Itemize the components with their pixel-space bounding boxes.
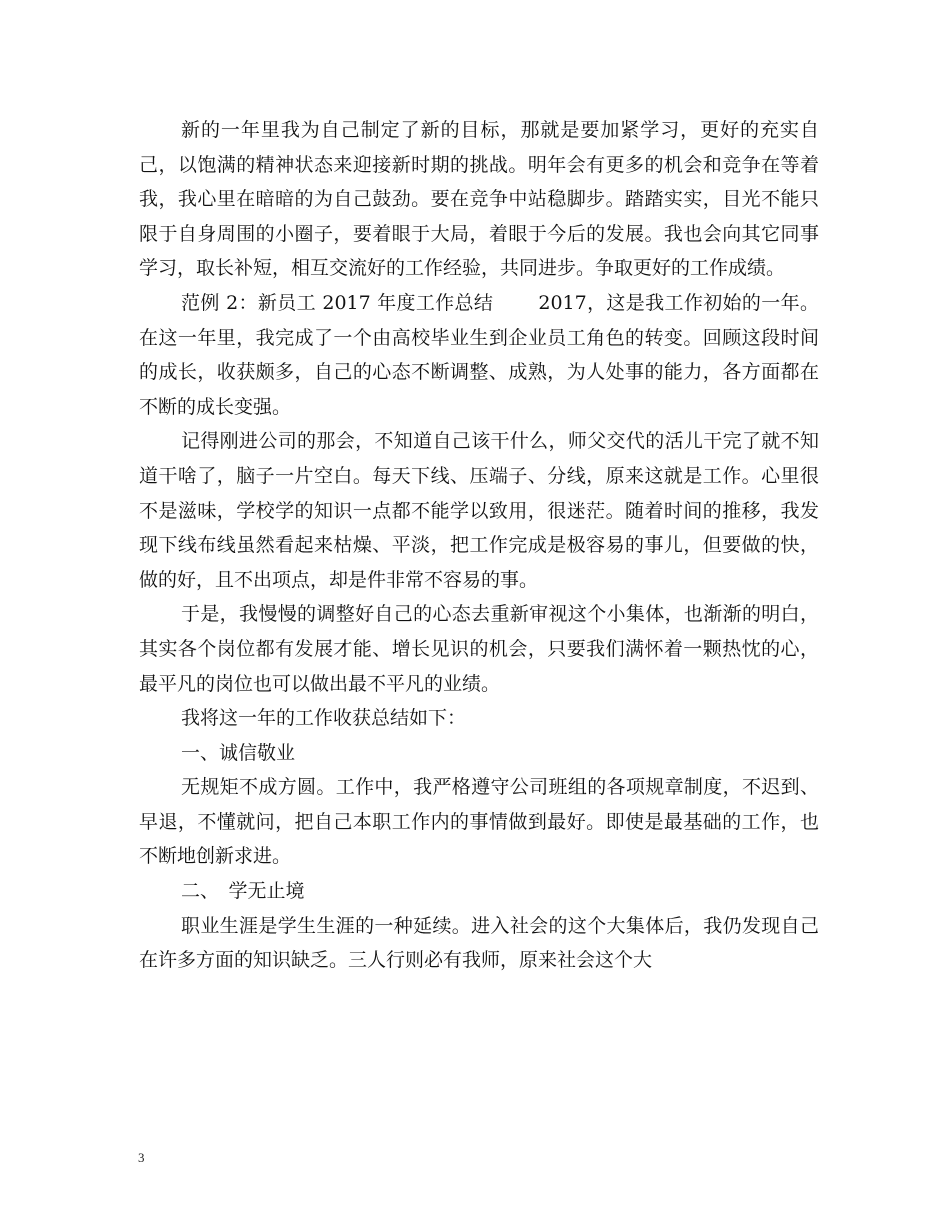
document-body: [139, 113, 819, 978]
paragraph-first-days: 记得刚进公司的那会，不知道自己该干什么，师父交代的活儿干完了就不知道干啥了，脑子一片空白。每天下线、压端子、分线，原来这就是工作。心里很不是滋味，学校学的知识一点都不能学以致用，很迷茫。随着时间的推移，我发现下线布线虽然看起来枯燥、平淡，把工作完成是极容易的事儿，但要做的快，做的好，且不出项点，却是件非常不容易的事。: [139, 430, 819, 591]
paragraph-summary-lead: 我将这一年的工作收获总结如下：: [181, 707, 467, 730]
paragraph-learning: 职业生涯是学生生涯的一种延续。进入社会的这个大集体后，我仍发现自己在许多方面的知识缺乏。三人行则必有我师，原来社会这个大: [139, 914, 819, 972]
paragraph-integrity: 无规矩不成方圆。工作中，我严格遵守公司班组的各项规章制度，不迟到、早退，不懂就问，把自己本职工作内的事情做到最好。即使是最基础的工作，也不断地创新求进。: [139, 776, 819, 868]
section-heading-learning: 二、 学无止境: [181, 880, 305, 903]
paragraph-mindset: 于是，我慢慢的调整好自己的心态去重新审视这个小集体，也渐渐的明白，其实各个岗位都有发展才能、增长见识的机会，只要我们满怀着一颗热忱的心，最平凡的岗位也可以做出最不平凡的业绩。: [139, 603, 819, 695]
page-number: 3: [138, 1150, 145, 1165]
paragraph-goals: 新的一年里我为自己制定了新的目标，那就是要加紧学习，更好的充实自己，以饱满的精神状态来迎接新时期的挑战。明年会有更多的机会和竞争在等着我，我心里在暗暗的为自己鼓劲。要在竞争中站稳脚步。踏踏实实，目光不能只限于自身周围的小圈子，要着眼于大局，着眼于今后的发展。我也会向其它同事学习，取长补短，相互交流好的工作经验，共同进步。争取更好的工作成绩。: [139, 119, 819, 280]
section-heading-integrity: 一、诚信敬业: [181, 741, 296, 764]
paragraph-example-2-intro: 范例 2：新员工 2017 年度工作总结 2017，这是我工作初始的一年。在这一年里，我完成了一个由高校毕业生到企业员工角色的转变。回顾这段时间的成长，收获颇多，自己的心态不断调整、成熟，为人处事的能力，各方面都在不断的成长变强。: [139, 291, 819, 418]
